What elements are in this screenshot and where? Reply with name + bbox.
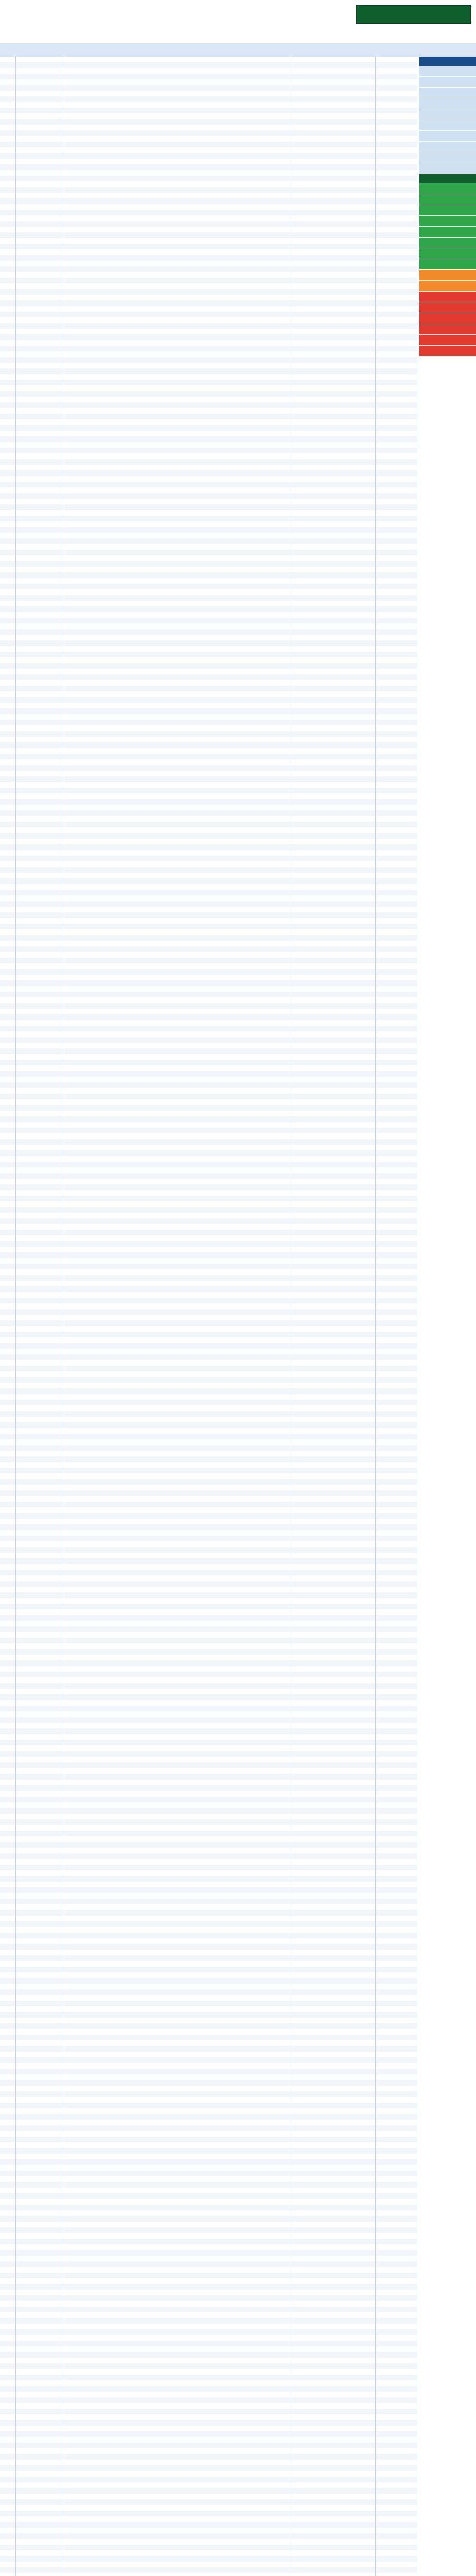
summary-row bbox=[419, 163, 476, 174]
summary-row bbox=[419, 346, 476, 357]
summary-row bbox=[419, 227, 476, 238]
summary-row bbox=[419, 205, 476, 216]
summary-row bbox=[419, 238, 476, 248]
summary-row bbox=[419, 216, 476, 227]
header-line-1 bbox=[21, 4, 352, 12]
summary-row bbox=[419, 248, 476, 259]
table-divider bbox=[15, 57, 16, 2576]
summary-row bbox=[419, 152, 476, 163]
summary-row bbox=[419, 292, 476, 302]
page-header bbox=[0, 0, 476, 44]
header-line-3 bbox=[21, 23, 352, 31]
header-badge bbox=[356, 5, 471, 24]
right-panel-title bbox=[419, 57, 476, 66]
summary-row bbox=[419, 259, 476, 270]
summary-row bbox=[419, 98, 476, 109]
summary-row bbox=[419, 109, 476, 120]
table-divider bbox=[375, 57, 376, 2576]
summary-row bbox=[419, 324, 476, 335]
summary-row bbox=[419, 120, 476, 131]
header-line-2 bbox=[21, 13, 352, 22]
col-middle-header bbox=[64, 43, 291, 57]
col-flags-header bbox=[377, 43, 417, 57]
col-right-header bbox=[293, 43, 375, 57]
summary-row bbox=[419, 335, 476, 346]
col-symbol-header bbox=[18, 43, 62, 57]
summary-row bbox=[419, 183, 476, 194]
summary-row bbox=[419, 88, 476, 98]
summary-row bbox=[419, 270, 476, 281]
stock-table bbox=[0, 57, 417, 2576]
summary-row bbox=[419, 77, 476, 88]
summary-row bbox=[419, 131, 476, 142]
col-index-header bbox=[2, 43, 15, 57]
right-panel-subtitle bbox=[419, 174, 476, 183]
summary-row bbox=[419, 281, 476, 292]
summary-row bbox=[419, 194, 476, 205]
summary-row bbox=[419, 302, 476, 313]
summary-row bbox=[419, 313, 476, 324]
summary-row bbox=[419, 142, 476, 152]
right-summary-panel bbox=[419, 57, 476, 448]
summary-row bbox=[419, 66, 476, 77]
column-header-bar bbox=[0, 43, 476, 57]
